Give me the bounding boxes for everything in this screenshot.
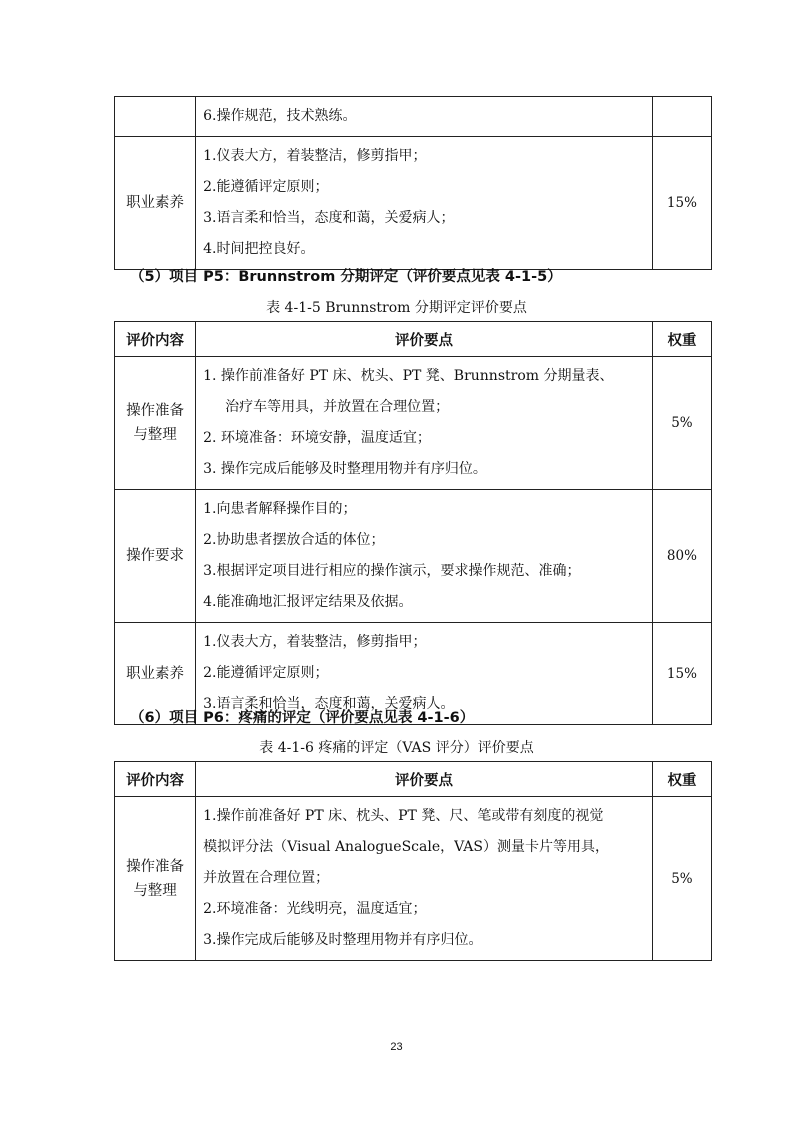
point-line: 治疗车等用具，并放置在合理位置； [225,399,450,415]
category-cell: 操作准备 与整理 [115,357,196,490]
point-line: 1.仪表大方，着装整洁，修剪指甲； [203,634,427,650]
table-caption: 表 4-1-6 疼痛的评定（VAS 评分）评价要点 [259,740,534,756]
point-line: 1.仪表大方，着装整洁，修剪指甲； [203,148,427,164]
points-cell [196,97,653,137]
weight-cell: 5% [652,797,711,961]
points-cell [196,797,653,961]
point-line: 3. 操作完成后能够及时整理用物并有序归位。 [203,461,487,477]
point-line: 3.语言柔和恰当，态度和蔼，关爱病人。 [203,696,455,712]
point-line: 4.能准确地汇报评定结果及依据。 [203,594,413,610]
category-cell: 职业素养 [115,623,196,725]
column-header: 评价要点 [196,762,653,797]
table-row [115,137,712,270]
points-cell [196,137,653,270]
table-row [115,97,712,137]
point-line: 6.操作规范，技术熟练。 [203,108,357,124]
weight-cell [652,97,711,137]
table-4-1-5 [114,321,712,725]
weight-cell: 80% [652,490,711,623]
point-line: 2.能遵循评定原则； [203,665,329,681]
point-line: 4.时间把控良好。 [203,241,315,257]
weight-cell: 15% [652,137,711,270]
point-line: 2.协助患者摆放合适的体位； [203,532,385,548]
point-line: 2. 环境准备：环境安静，温度适宜； [203,430,431,446]
point-line: 3.根据评定项目进行相应的操作演示，要求操作规范、准确； [203,563,581,579]
table-row [115,357,712,490]
point-line: 3.语言柔和恰当，态度和蔼，关爱病人； [203,210,455,226]
point-line: 并放置在合理位置； [203,870,330,886]
section-heading: （5）项目 P5：Brunnstrom 分期评定（评价要点见表 4-1-5） [130,269,562,285]
category-cell: 职业素养 [115,137,196,270]
table-4-1-6 [114,761,712,961]
weight-cell: 5% [652,357,711,490]
page-number: 23 [390,1041,403,1053]
column-header: 权重 [652,322,711,357]
table-header-row [115,322,712,357]
point-line: 1.向患者解释操作目的； [203,501,357,517]
point-line: 1. 操作前准备好 PT 床、枕头、PT 凳、Brunnstrom 分期量表、 [203,368,614,384]
table-row [115,490,712,623]
column-header: 评价内容 [115,322,196,357]
points-cell [196,490,653,623]
column-header: 评价要点 [196,322,653,357]
table-prev-continued [114,96,712,270]
category-cell [115,97,196,137]
point-line: 2.环境准备：光线明亮，温度适宜； [203,901,427,917]
table-caption: 表 4-1-5 Brunnstrom 分期评定评价要点 [266,300,527,316]
column-header: 权重 [652,762,711,797]
table-row [115,797,712,961]
table-header-row [115,762,712,797]
section-heading: （6）项目 P6：疼痛的评定（评价要点见表 4-1-6） [130,710,475,726]
column-header: 评价内容 [115,762,196,797]
point-line: 2.能遵循评定原则； [203,179,329,195]
category-cell: 操作要求 [115,490,196,623]
category-cell: 操作准备 与整理 [115,797,196,961]
points-cell [196,357,653,490]
point-line: 3.操作完成后能够及时整理用物并有序归位。 [203,932,483,948]
weight-cell: 15% [652,623,711,725]
point-line: 模拟评分法（Visual AnalogueScale，VAS）测量卡片等用具， [203,839,609,855]
point-line: 1.操作前准备好 PT 床、枕头、PT 凳、尺、笔或带有刻度的视觉 [203,808,604,824]
